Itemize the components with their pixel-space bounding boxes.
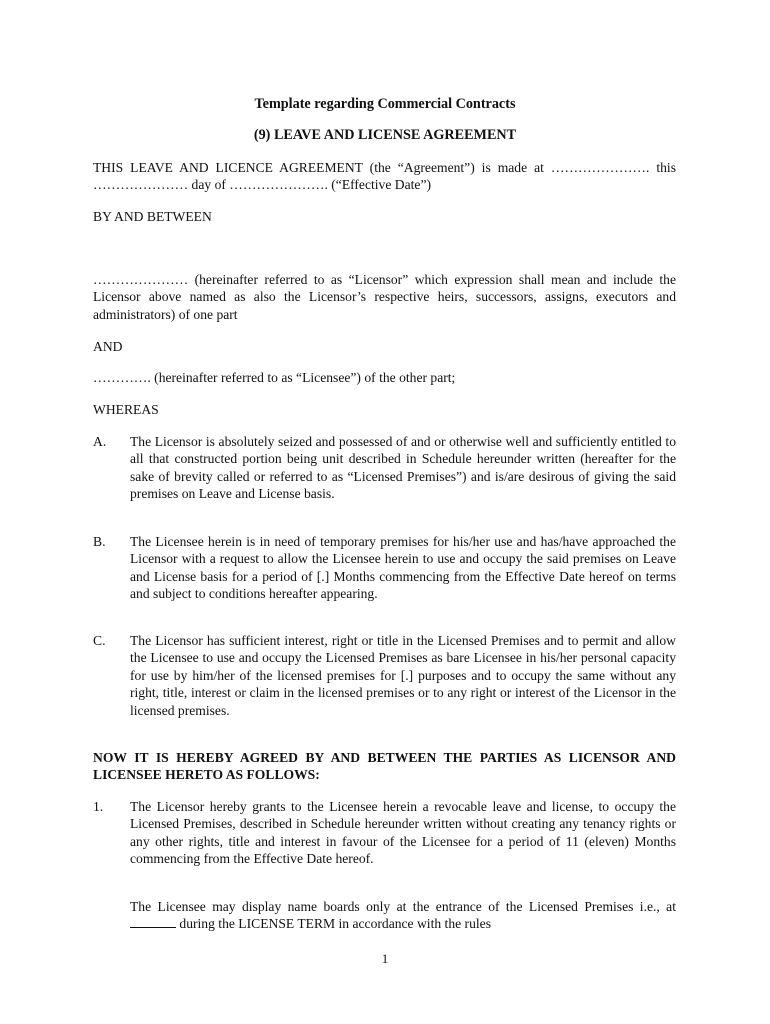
whereas-heading: WHEREAS	[93, 402, 159, 417]
clause-1-continued-before: The Licensee may display name boards only at the entrance of the Licensed Premises i.e., at	[130, 899, 676, 914]
fill-in-blank	[130, 916, 176, 928]
recital-b-text: The Licensee herein is in need of temporary premises for his/her use and has/have approached the Licensor with a request to allow the Licensee herein to use and occupy the said premises on Leave and License basis for a period of [.] Months commencing from the Effective Date hereof on terms and subject to conditions hereafter appearing.	[130, 534, 676, 602]
document-header: Template regarding Commercial Contracts	[254, 96, 516, 112]
recital-a-text: The Licensor is absolutely seized and possessed of and or otherwise well and sufficiently entitled to all that constructed portion being unit described in Schedule hereunder written (hereafter for the sake of brevity called or referred to as “Licensed Premises”) and is/are desirous of giving the said premises on Leave and License basis.	[130, 434, 676, 502]
recital-marker: C.	[93, 633, 106, 648]
clause-1-continued	[130, 898, 676, 933]
and-label: AND	[93, 339, 123, 354]
recital-c-text: The Licensor has sufficient interest, right or title in the Licensed Premises and to permit and allow the Licensee to use and occupy the Licensed Premises as bare Licensee in his/her personal capacity for use by him/her of the licensed premises for [.] purposes and to occupy the same without any right, title, interest or claim in the licensed premises or to any right or interest of the Licensor in the licensed premises.	[130, 633, 676, 718]
intro-paragraph: THIS LEAVE AND LICENCE AGREEMENT (the “Agreement”) is made at …………………. this ………………… day of …………………. (“Effective Date”)	[93, 160, 676, 193]
clause-marker: 1.	[93, 799, 104, 814]
clause-1-continued-after: during the LICENSE TERM in accordance with the rules	[179, 916, 491, 932]
licensor-paragraph: ………………… (hereinafter referred to as “Licensor” which expression shall mean and include the Licensor above named as also the Licensor’s respective heirs, successors, assigns, executors and administrators) of one part	[93, 272, 676, 322]
agreement-heading: NOW IT IS HEREBY AGREED BY AND BETWEEN THE PARTIES AS LICENSOR AND LICENSEE HERETO AS FOLLOWS:	[93, 750, 676, 783]
page-number: 1	[381, 951, 389, 966]
recital-marker: B.	[93, 534, 106, 549]
agreement-title: (9) LEAVE AND LICENSE AGREEMENT	[253, 127, 517, 143]
licensee-paragraph: …………. (hereinafter referred to as “Licensee”) of the other part;	[93, 370, 456, 385]
by-and-between: BY AND BETWEEN	[93, 209, 212, 224]
recital-marker: A.	[93, 434, 107, 449]
clause-1-text: The Licensor hereby grants to the Licensee herein a revocable leave and license, to occupy the Licensed Premises, described in Schedule hereunder written without creating any tenancy rights or any other rights, title and interest in favour of the Licensee for a period of 11 (eleven) Months commencing from the Effective Date hereof.	[130, 799, 676, 867]
